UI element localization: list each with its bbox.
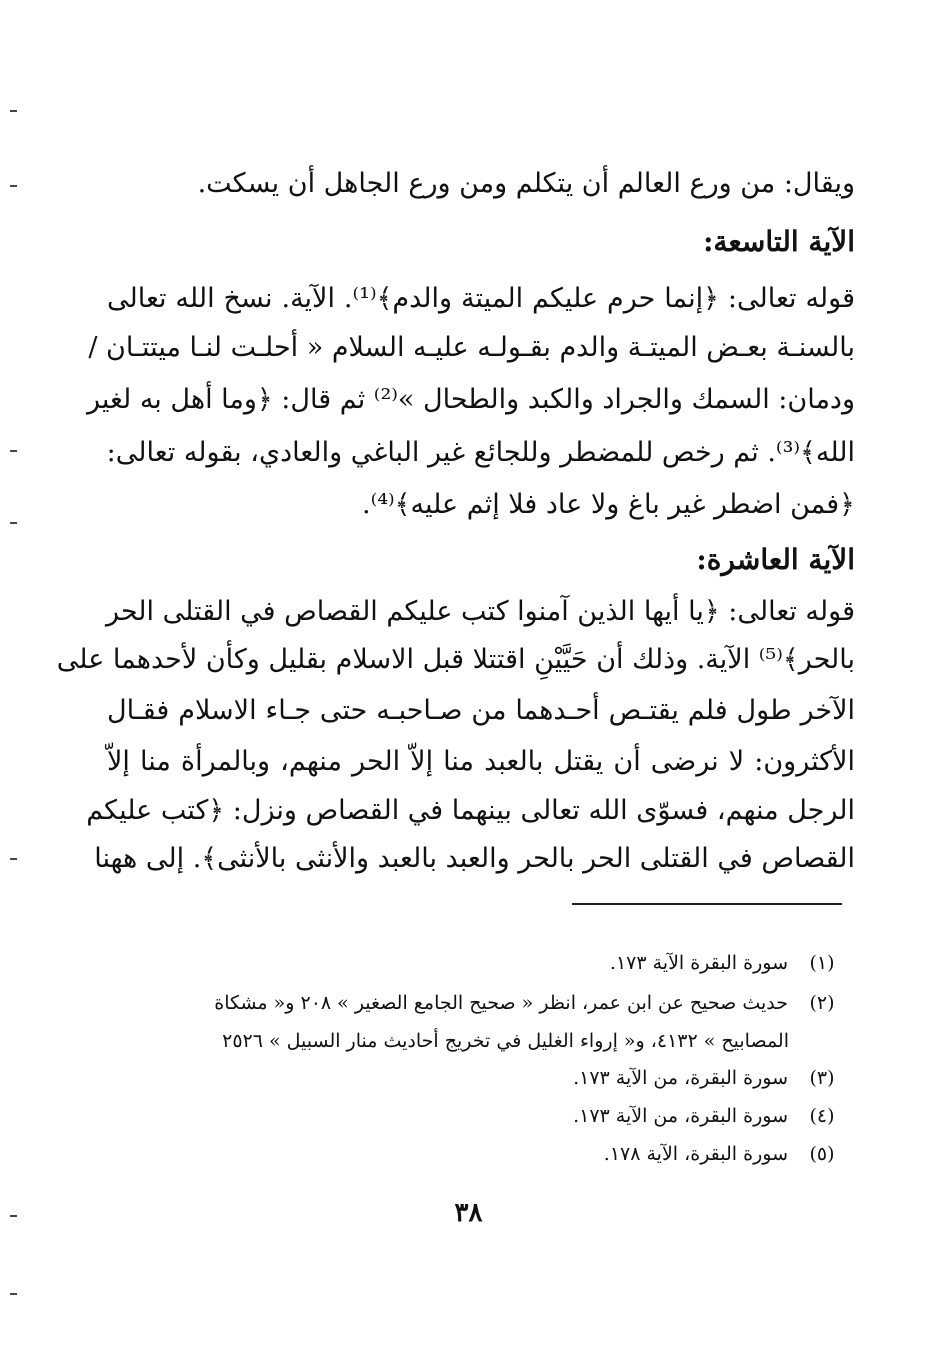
margin-mark bbox=[10, 450, 17, 452]
page-number: ٣٨ bbox=[454, 1198, 483, 1228]
footnote-number: (١) bbox=[809, 952, 835, 974]
footnote-number: (٤) bbox=[809, 1105, 835, 1127]
footnote-separator bbox=[572, 903, 842, 905]
heading-ninth-verse: الآية التاسعة: bbox=[703, 225, 855, 258]
paragraph-line: القصاص في القتلى الحر بالحر والعبد بالعبد والأنثى بالأنثى﴾. إلى ههنا bbox=[94, 843, 855, 874]
footnote-text: سورة البقرة، من الآية ١٧٣. bbox=[573, 1105, 788, 1127]
paragraph-line: ودمان: السمك والجراد والكبد والطحال »⁽²⁾ ثم قال: ﴿وما أهل به لغير bbox=[86, 384, 855, 415]
paragraph-line: الأكثرون: لا نرضى أن يقتل بالعبد منا إلاّ الحر منهم، وبالمرأة منا إلاّ bbox=[107, 746, 855, 777]
paragraph-line: الرجل منهم، فسوّى الله تعالى بينهما في القصاص ونزل: ﴿كتب عليكم bbox=[86, 795, 855, 826]
paragraph-line: قوله تعالى: ﴿إنما حرم عليكم الميتة والدم﴾⁽¹⁾. الآية. نسخ الله تعالى bbox=[107, 283, 856, 314]
paragraph-line: الله﴾⁽³⁾. ثم رخص للمضطر وللجائع غير الباغي والعادي، بقوله تعالى: bbox=[106, 437, 855, 468]
margin-mark bbox=[10, 1215, 17, 1217]
paragraph-line: بالسنـة بعـض الميتـة والدم بقـولـه عليـه السلام « أحلـت لنـا ميتتـان / bbox=[88, 332, 855, 363]
footnote-number: (٣) bbox=[809, 1067, 835, 1089]
footnote-text: سورة البقرة، الآية ١٧٨. bbox=[603, 1143, 788, 1165]
margin-mark bbox=[10, 858, 17, 860]
heading-tenth-verse: الآية العاشرة: bbox=[696, 543, 855, 576]
footnote-number: (٥) bbox=[809, 1143, 835, 1165]
paragraph-line: قوله تعالى: ﴿يا أيها الذين آمنوا كتب عليكم القصاص في القتلى الحر bbox=[105, 596, 855, 627]
footnote-text: سورة البقرة الآية ١٧٣. bbox=[609, 952, 788, 974]
opening-line: ويقال: من ورع العالم أن يتكلم ومن ورع الجاهل أن يسكت. bbox=[197, 168, 855, 199]
footnote-text: حديث صحيح عن ابن عمر، انظر « صحيح الجامع الصغير » ٢٠٨ و« مشكاة bbox=[214, 992, 788, 1014]
footnote-continuation: المصابيح » ٤١٣٢، و« إرواء الغليل في تخريج أحاديث منار السبيل » ٢٥٢٦ bbox=[222, 1030, 789, 1052]
margin-mark bbox=[10, 185, 17, 187]
footnote-number: (٢) bbox=[809, 992, 835, 1014]
margin-mark bbox=[10, 110, 17, 112]
margin-mark bbox=[10, 522, 17, 524]
paragraph-line: بالحر﴾⁽⁵⁾ الآية. وذلك أن حَيَّيْنِ اقتتلا قبل الاسلام بقليل وكأن لأحدهما على bbox=[56, 644, 855, 675]
margin-mark bbox=[10, 1293, 17, 1295]
paragraph-line: ﴿فمن اضطر غير باغ ولا عاد فلا إثم عليه﴾⁽⁴⁾. bbox=[361, 489, 855, 520]
paragraph-line: الآخر طول فلم يقتـص أحـدهما من صـاحبـه حتى جـاء الاسلام فقـال bbox=[107, 695, 855, 726]
footnote-text: سورة البقرة، من الآية ١٧٣. bbox=[573, 1067, 788, 1089]
